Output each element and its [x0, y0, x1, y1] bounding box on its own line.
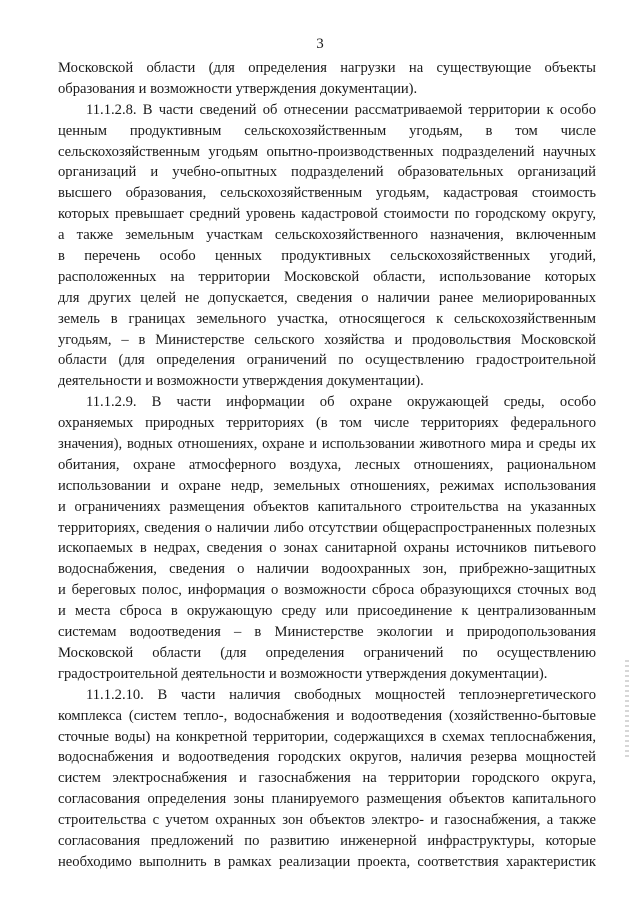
- text-line: деятельности и возможности утверждения документации).: [58, 373, 424, 390]
- text-line: 11.1.2.10. В части наличия свободных мощностей теплоэнергетического: [86, 686, 596, 703]
- text-line: комплекса (систем тепло-, водоснабжения и водоотведения (хозяйственно-бытовые: [58, 707, 596, 724]
- text-line: расположенных на территории Московской области, использование которых: [58, 268, 596, 285]
- text-line: 11.1.2.9. В части информации об охране окружающей среды, особо: [86, 394, 596, 411]
- text-line: а также земельным участкам сельскохозяйственного назначения, включенным: [58, 227, 596, 244]
- text-line: охраняемых природных территориях (в том числе территориях федерального: [58, 415, 596, 432]
- text-line: в перечень особо ценных продуктивных сельскохозяйственных угодий,: [58, 248, 596, 265]
- text-line: 11.1.2.8. В части сведений об отнесении рассматриваемой территории к особо: [86, 101, 596, 118]
- margin-scan-mark: [625, 660, 629, 760]
- text-line: Московской области (для определения ограничений по осуществлению: [58, 644, 596, 661]
- text-line: использовании и охране недр, земельных отношениях, режимах использования: [58, 477, 596, 494]
- text-line: водоснабжения и водоотведения городских округов, наличия резерва мощностей: [58, 749, 596, 766]
- text-line: Московской области (для определения нагрузки на существующие объекты: [58, 60, 596, 76]
- text-line: необходимо выполнить в рамках реализации проекта, соответствия характеристик: [58, 853, 596, 870]
- text-line: и береговых полос, информация о возможности сброса образующихся сточных вод: [58, 582, 596, 599]
- text-line: сельскохозяйственным угодьям опытно-производственных подразделений научных: [58, 143, 596, 160]
- text-line: ценным продуктивным сельскохозяйственным угодьям, в том числе: [58, 122, 596, 139]
- text-line: согласования определения зоны планируемого размещения объектов капитального: [58, 791, 596, 808]
- text-line: организаций и учебно-опытных подразделений образовательных организаций: [58, 164, 596, 181]
- text-line: территориях, сведения о наличии либо отсутствии общераспространенных полезных: [58, 519, 596, 536]
- text-line: системам водоотведения – в Министерстве экологии и природопользования: [58, 624, 596, 641]
- text-line: ископаемых в недрах, сведения о зонах санитарной охраны источников питьевого: [58, 540, 596, 557]
- text-line: и ограничениях размещения объектов капитального строительства на указанных: [58, 498, 596, 515]
- text-line: согласования предложений по развитию инженерной инфраструктуры, которые: [58, 832, 596, 849]
- text-line: систем электроснабжения и газоснабжения на территории городского округа,: [58, 770, 596, 787]
- document-body: [58, 58, 596, 873]
- text-line: градостроительной деятельности и возможности утверждения документации).: [58, 665, 548, 682]
- text-line: обитания, охране атмосферного воздуха, лесных отношениях, рациональном: [58, 456, 596, 473]
- text-line: области (для определения ограничений по осуществлению градостроительной: [58, 352, 596, 369]
- text-line: которых превышает средний уровень кадастровой стоимости по городскому округу,: [58, 206, 596, 223]
- text-line: высшего образования, сельскохозяйственным угодьям, кадастровая стоимость: [58, 185, 596, 202]
- text-line: и места сброса в окружающую среду или присоединение к централизованным: [58, 603, 596, 620]
- text-line: сточные воды) на конкретной территории, содержащихся в схемах теплоснабжения,: [58, 728, 596, 745]
- text-line: образования и возможности утверждения документации).: [58, 80, 418, 97]
- page-number: 3: [316, 36, 324, 52]
- text-line: значения), водных отношениях, охране и использовании животного мира и среды их: [58, 436, 596, 453]
- text-line: земель в границах земельного участка, относящегося к сельскохозяйственным: [58, 310, 596, 327]
- text-line: для других целей не допускается, сведения о наличии ранее мелиорированных: [58, 289, 596, 306]
- text-line: водоснабжения, сведения о наличии водоохранных зон, прибрежно-защитных: [58, 561, 596, 578]
- text-line: строительства с учетом охранных зон объектов электро- и газоснабжения, а также: [58, 812, 596, 829]
- text-line: угодьям, – в Министерстве сельского хозяйства и продовольствия Московской: [58, 331, 596, 348]
